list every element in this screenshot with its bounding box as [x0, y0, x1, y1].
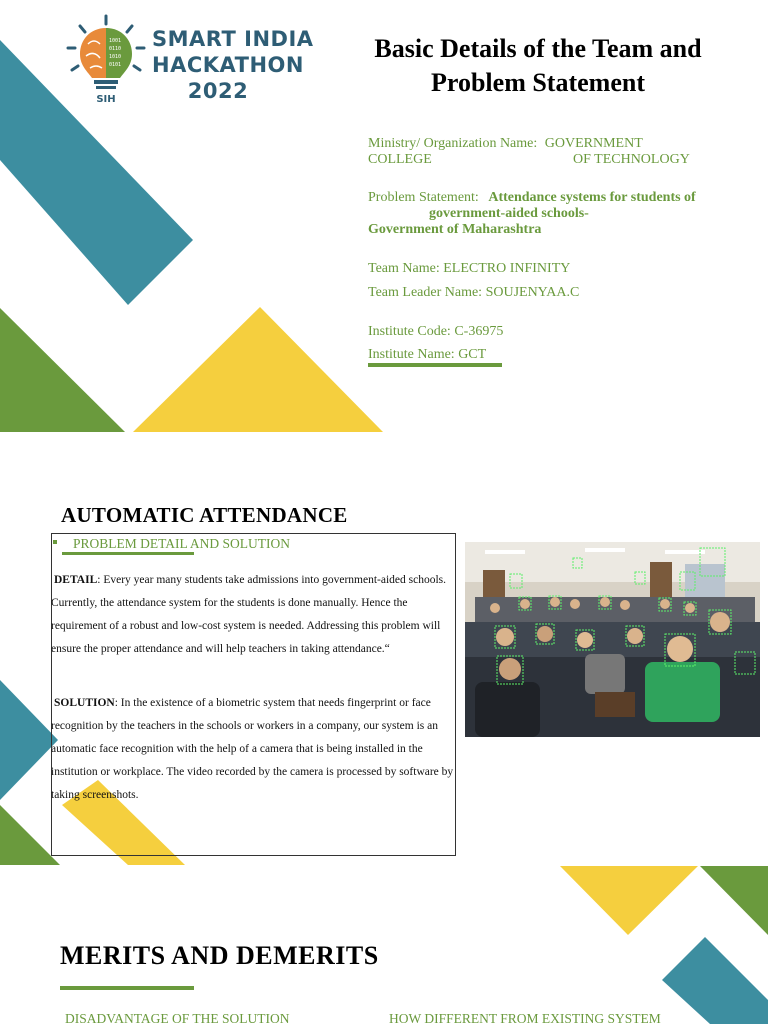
logo-wordmark: [152, 26, 314, 104]
teal-shape-mid: [0, 680, 58, 800]
ministry-label: Ministry/ Organization Name:: [368, 136, 538, 151]
team-name: Team Name: ELECTRO INFINITY: [368, 261, 571, 276]
ministry-row-1: [368, 136, 643, 152]
details-underline: [368, 363, 502, 367]
merits-underline: [60, 986, 194, 990]
logo-line-3: 2022: [187, 79, 249, 103]
svg-text:1001: 1001: [109, 38, 122, 44]
yellow-triangle-top: [133, 307, 383, 432]
solution-text: : In the existence of a biometric system that needs fingerprint or face recognition by the teachers in the schools or workers in a company, our system is an automatic face recognition with the help of a camera that is being installed in the institution or workplace. The video recorded by the camera is processed by software by taking screenshots.: [51, 697, 454, 801]
bullet-underline: [62, 552, 194, 555]
green-triangle-left: [0, 308, 125, 432]
logo-line-2: HACKATHON: [152, 53, 304, 77]
svg-text:0101: 0101: [109, 62, 122, 68]
page-title: [338, 32, 738, 100]
problem-label: Problem Statement:: [368, 190, 479, 205]
team-leader: Team Leader Name: SOUJENYAA.C: [368, 285, 580, 300]
problem-value-1: Attendance systems for students of: [488, 190, 696, 205]
bullet-icon: [53, 540, 57, 544]
problem-value-2: government-aided schools-: [429, 206, 589, 221]
classroom-face-detection-photo: [465, 542, 760, 737]
title-line-1: Basic Details of the Team and: [374, 34, 702, 63]
automatic-heading: AUTOMATIC ATTENDANCE: [61, 503, 348, 527]
lightbulb-brain-icon: [66, 14, 146, 106]
institute-code: Institute Code: C-36975: [368, 324, 504, 339]
institute-name: Institute Name: GCT: [368, 347, 487, 362]
solution-paragraph: [51, 692, 455, 807]
solution-label: SOLUTION: [54, 697, 115, 709]
teal-band-bottom: [662, 937, 768, 1024]
ministry-value-2a: COLLEGE: [368, 152, 432, 167]
classroom-photo-illustration: [465, 542, 760, 737]
detail-text: : Every year many students take admissions into government-aided schools. Currently, the attendance system for the students is done manually. Hence the requirement of a robust and low-cost system is needed. Addressing this problem will ensure the proper attendance and will help teachers in taking attendance.“: [51, 574, 447, 655]
sih-badge: SIH: [96, 94, 116, 105]
difference-heading: HOW DIFFERENT FROM EXISTING SYSTEM: [389, 1011, 661, 1026]
svg-text:1010: 1010: [109, 54, 122, 60]
problem-row-1: [368, 190, 696, 206]
problem-value-3: Government of Maharashtra: [368, 222, 542, 237]
green-triangle-bottom: [700, 866, 768, 935]
ministry-value-1: GOVERNMENT: [544, 136, 643, 151]
problem-detail-bullet: PROBLEM DETAIL AND SOLUTION: [73, 536, 291, 551]
svg-text:0110: 0110: [109, 46, 122, 52]
title-line-2: Problem Statement: [431, 68, 645, 97]
merits-heading: MERITS AND DEMERITS: [60, 941, 379, 970]
disadvantage-heading: DISADVANTAGE OF THE SOLUTION: [65, 1011, 290, 1026]
detail-paragraph: [51, 569, 455, 661]
yellow-triangle-bottom: [560, 866, 698, 935]
ministry-value-2b: OF TECHNOLOGY: [573, 152, 690, 167]
logo-line-1: SMART INDIA: [152, 27, 314, 51]
detail-label: DETAIL: [54, 574, 98, 586]
